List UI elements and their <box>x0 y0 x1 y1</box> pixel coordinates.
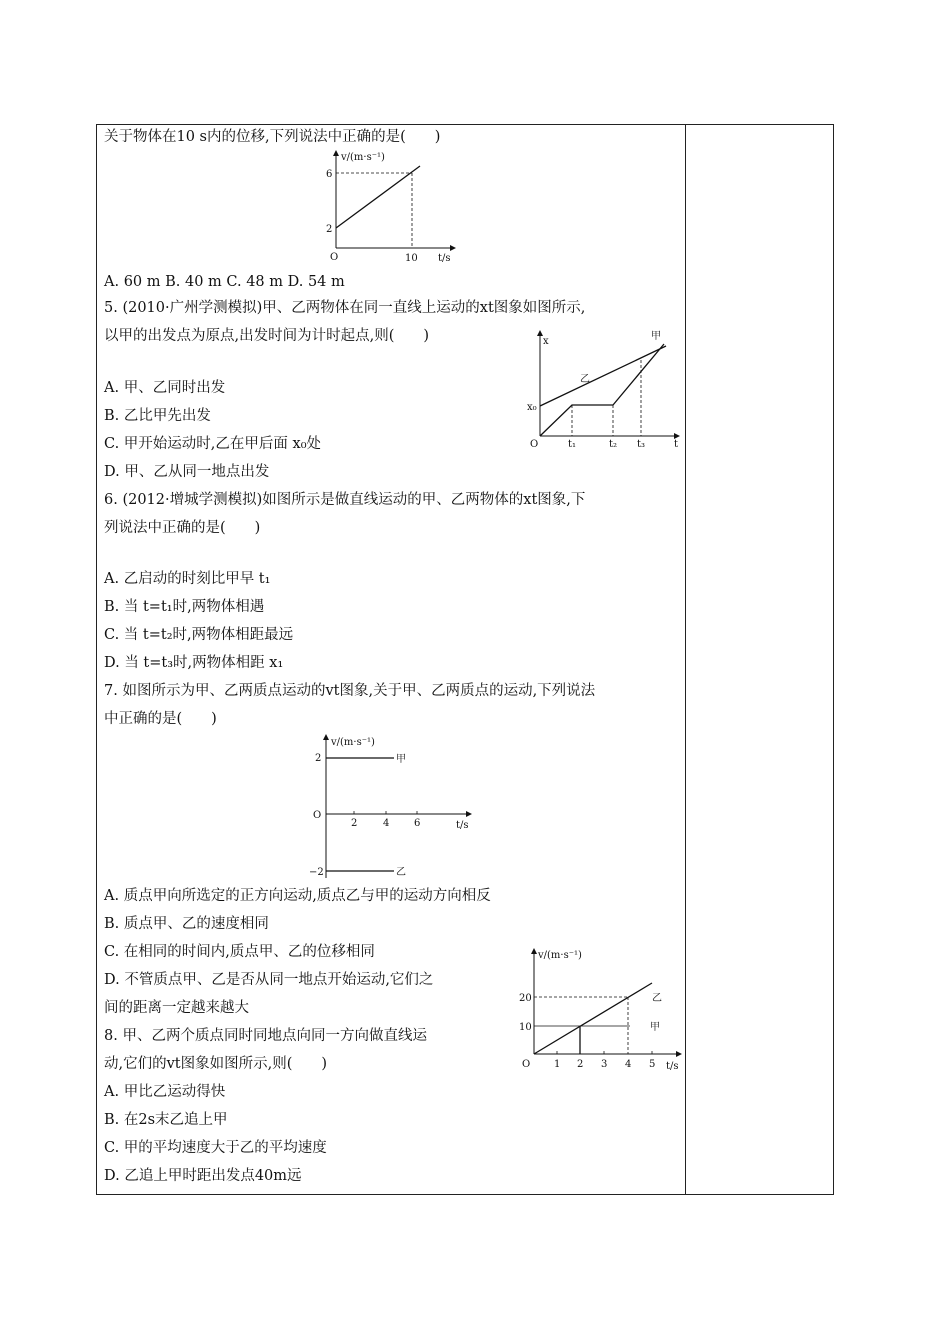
q8-ytick-20: 20 <box>519 993 532 1004</box>
q7-label-jia: 甲 <box>396 754 406 765</box>
q7-ytick-2: 2 <box>315 753 322 764</box>
q8-option-a: A. 甲比乙运动得快 <box>104 1084 226 1100</box>
q4-ytick-6: 6 <box>326 169 333 180</box>
q5-option-d: D. 甲、乙从同一地点出发 <box>104 464 270 480</box>
q7-option-c: C. 在相同的时间内,质点甲、乙的位移相同 <box>104 944 375 960</box>
q6-option-c: C. 当 t=t₂时,两物体相距最远 <box>104 627 294 643</box>
q5-x0: x₀ <box>527 402 537 413</box>
q5-option-c: C. 甲开始运动时,乙在甲后面 x₀处 <box>104 436 322 452</box>
q7-label-yi: 乙 <box>396 867 406 878</box>
q5-option-a: A. 甲、乙同时出发 <box>104 380 226 396</box>
q7-xtick-6: 6 <box>414 818 421 829</box>
q5-xt-graph <box>524 326 684 448</box>
q4-xlabel: t/s <box>438 253 451 264</box>
q7-option-a: A. 质点甲向所选定的正方向运动,质点乙与甲的运动方向相反 <box>104 888 491 904</box>
q5-xlabel: t <box>674 439 679 450</box>
q6-stem-line1: 6. (2012·增城学测模拟)如图所示是做直线运动的甲、乙两物体的xt图象,下 <box>104 492 586 508</box>
q4-stem: 关于物体在10 s内的位移,下列说法中正确的是( ) <box>104 129 441 145</box>
table-column-divider <box>685 124 686 1195</box>
q7-stem-line2: 中正确的是( ) <box>104 711 217 727</box>
q8-option-d: D. 乙追上甲时距出发点40m远 <box>104 1168 302 1184</box>
q5-label-jia: 甲 <box>651 331 661 342</box>
q8-ytick-10: 10 <box>519 1022 532 1033</box>
q5-stem-line2: 以甲的出发点为原点,出发时间为计时起点,则( ) <box>104 328 430 344</box>
q8-xtick-2: 2 <box>577 1059 584 1070</box>
q8-option-c: C. 甲的平均速度大于乙的平均速度 <box>104 1140 327 1156</box>
q8-stem-line1: 8. 甲、乙两个质点同时同地点向同一方向做直线运 <box>104 1028 427 1044</box>
q7-origin: O <box>313 810 322 821</box>
q7-ylabel: v/(m·s⁻¹) <box>331 737 375 748</box>
q6-option-b: B. 当 t=t₁时,两物体相遇 <box>104 599 265 615</box>
q8-label-jia: 甲 <box>650 1022 660 1033</box>
q5-xtick-t2: t₂ <box>609 439 618 450</box>
q8-option-b: B. 在2s末乙追上甲 <box>104 1112 228 1128</box>
q8-xtick-3: 3 <box>601 1059 608 1070</box>
q8-ylabel: v/(m·s⁻¹) <box>538 950 582 961</box>
q4-ylabel: v/(m·s⁻¹) <box>341 152 385 163</box>
q7-xtick-4: 4 <box>383 818 390 829</box>
q4-origin: O <box>330 252 339 263</box>
q7-xtick-2: 2 <box>351 818 358 829</box>
q7-ytick-neg2: −2 <box>309 867 324 878</box>
q4-options: A. 60 m B. 40 m C. 48 m D. 54 m <box>104 274 345 290</box>
q6-option-d: D. 当 t=t₃时,两物体相距 x₁ <box>104 655 284 671</box>
q4-ytick-2: 2 <box>326 224 333 235</box>
q8-xtick-4: 4 <box>625 1059 632 1070</box>
q5-xtick-t3: t₃ <box>637 439 646 450</box>
q5-origin: O <box>530 439 539 450</box>
q8-origin: O <box>522 1059 531 1070</box>
q8-xtick-5: 5 <box>649 1059 656 1070</box>
q7-xlabel: t/s <box>456 820 469 831</box>
q8-xlabel: t/s <box>666 1061 679 1072</box>
q4-xtick-10: 10 <box>405 253 418 264</box>
q6-stem-line2: 列说法中正确的是( ) <box>104 520 261 536</box>
q5-xtick-t1: t₁ <box>568 439 577 450</box>
q7-option-b: B. 质点甲、乙的速度相同 <box>104 916 269 932</box>
q8-label-yi: 乙 <box>652 993 662 1004</box>
q5-option-b: B. 乙比甲先出发 <box>104 408 211 424</box>
q7-vt-graph <box>306 732 486 880</box>
q5-stem-line1: 5. (2010·广州学测模拟)甲、乙两物体在同一直线上运动的xt图象如图所示, <box>104 300 586 316</box>
q5-ylabel: x <box>543 336 549 347</box>
q7-option-d-cont: 间的距离一定越来越大 <box>104 1000 249 1016</box>
q6-option-a: A. 乙启动的时刻比甲早 t₁ <box>104 571 271 587</box>
q5-label-yi: 乙 <box>580 374 590 385</box>
q4-vt-graph <box>320 148 460 268</box>
q8-stem-line2: 动,它们的vt图象如图所示,则( ) <box>104 1056 328 1072</box>
q7-option-d: D. 不管质点甲、乙是否从同一地点开始运动,它们之 <box>104 972 434 988</box>
q8-vt-graph <box>518 942 684 1072</box>
q8-xtick-1: 1 <box>554 1059 561 1070</box>
q7-stem-line1: 7. 如图所示为甲、乙两质点运动的vt图象,关于甲、乙两质点的运动,下列说法 <box>104 683 596 699</box>
